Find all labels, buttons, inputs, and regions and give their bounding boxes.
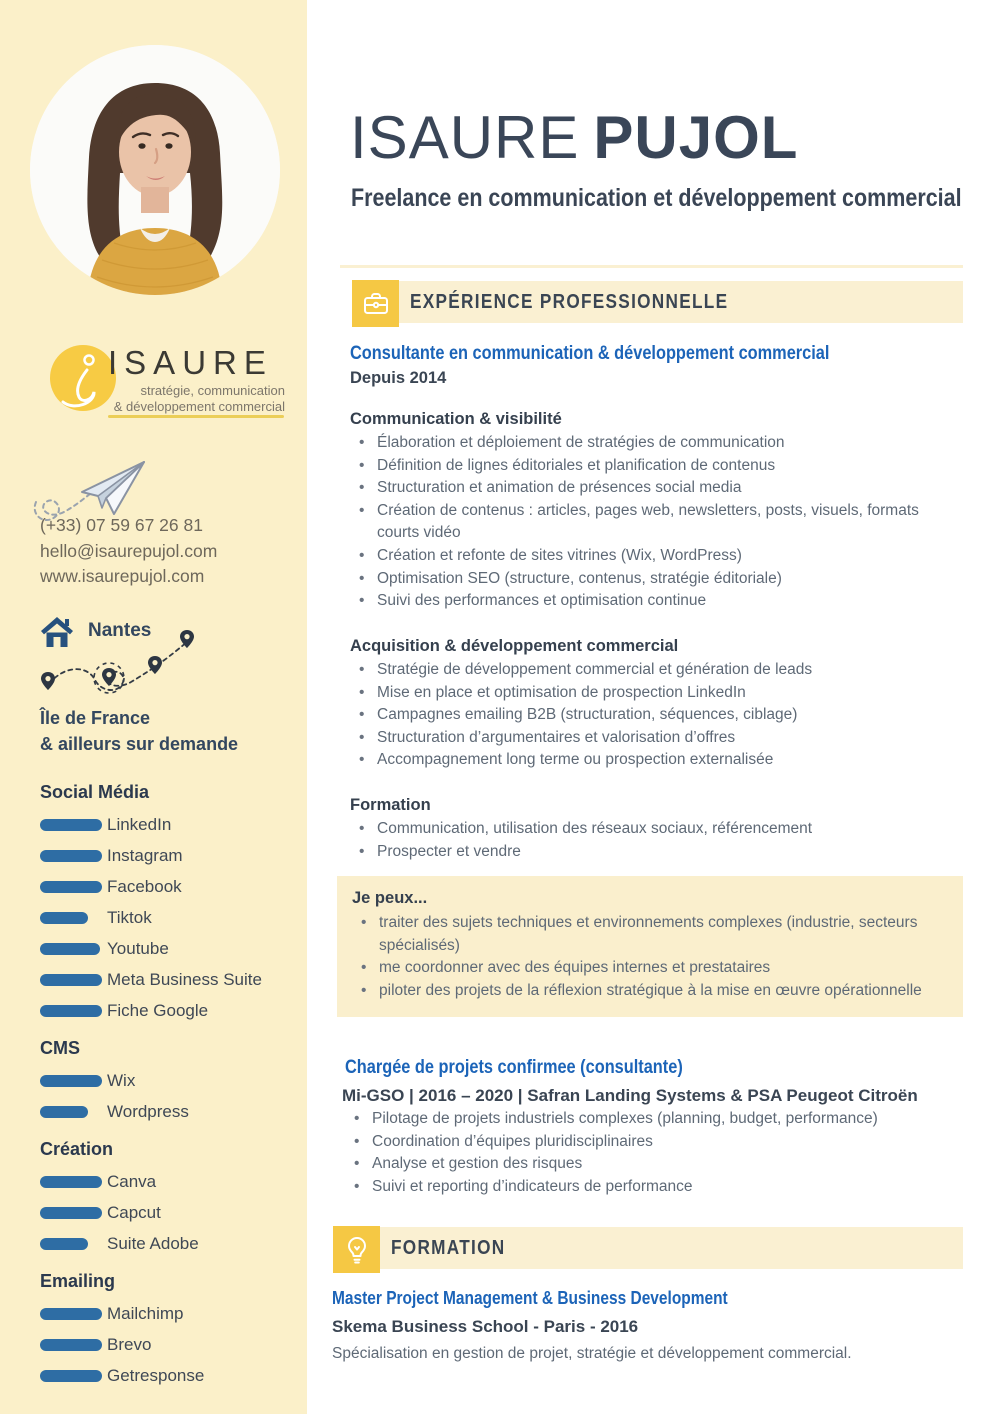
- skill-bar-track: [40, 1308, 107, 1320]
- location-city: Nantes: [88, 620, 152, 641]
- job-subtitle: Freelance en communication et développement commercial: [351, 184, 962, 212]
- bullet-item: • Stratégie de développement commercial et génération de leads: [350, 659, 964, 682]
- skill-bar-track: [40, 881, 107, 893]
- sidebar: [0, 0, 307, 1414]
- formation-section-title: FORMATION: [391, 1237, 506, 1259]
- skill-bar: [40, 881, 102, 893]
- skill-bar: [40, 1106, 88, 1118]
- skill-label: Wordpress: [107, 1101, 189, 1121]
- bullet-item: • Campagnes emailing B2B (structuration, séquences, ciblage): [350, 704, 964, 727]
- group-heading: Formation: [350, 796, 431, 814]
- skill-label: Tiktok: [107, 907, 152, 927]
- skill-row: [40, 1065, 295, 1096]
- skill-bar: [40, 912, 88, 924]
- skill-label: Wix: [107, 1070, 136, 1090]
- skill-group-title: Social Média: [40, 782, 150, 802]
- bullet-item: • Élaboration et déploiement de stratégies de communication: [350, 432, 964, 455]
- website-link[interactable]: www.isaurepujol.com: [40, 566, 205, 586]
- group-heading: Acquisition & développement commercial: [350, 637, 679, 655]
- skill-label: Mailchimp: [107, 1303, 184, 1323]
- skill-bar: [40, 819, 102, 831]
- bullet-item: • Suivi et reporting d’indicateurs de performance: [345, 1176, 965, 1199]
- skill-label: Brevo: [107, 1334, 152, 1354]
- skill-bar-track: [40, 1370, 107, 1382]
- bullet-item: • Création de contenus : articles, pages web, newsletters, posts, visuels, formats courts vidéo: [350, 500, 964, 545]
- contact-block: [40, 513, 217, 590]
- job1-group-formation: [350, 796, 964, 863]
- first-name: ISAURE: [350, 104, 580, 171]
- email-link[interactable]: hello@isaurepujol.com: [40, 540, 218, 561]
- skill-row: [40, 964, 295, 995]
- bullet-list: [350, 432, 964, 613]
- skill-bar-track: [40, 1207, 107, 1219]
- skill-row: [40, 1360, 295, 1391]
- bullet-item: • Analyse et gestion des risques: [345, 1153, 965, 1176]
- school-line: Skema Business School - Paris - 2016: [332, 1317, 639, 1336]
- skill-group: [40, 1038, 295, 1127]
- skill-row: [40, 871, 295, 902]
- skill-group: [40, 782, 295, 1026]
- degree-title: Master Project Management & Business Development: [332, 1288, 728, 1308]
- skill-group-title: Emailing: [40, 1271, 116, 1291]
- skill-label: Facebook: [107, 876, 182, 896]
- skill-bar-track: [40, 974, 107, 986]
- bullet-item: • Définition de lignes éditoriales et planification de contenus: [350, 455, 964, 478]
- bullet-item: • traiter des sujets techniques et environnements complexes (industrie, secteurs spécialisés): [352, 912, 947, 957]
- bullet-item: • Création et refonte de sites vitrines (Wix, WordPress): [350, 545, 964, 568]
- skill-group-title: Création: [40, 1139, 114, 1159]
- lightbulb-icon: [333, 1226, 380, 1273]
- skill-label: Getresponse: [107, 1365, 205, 1385]
- skill-bar-track: [40, 1176, 107, 1188]
- skill-group: [40, 1271, 295, 1391]
- briefcase-icon: [352, 280, 399, 327]
- route-map-icon: [35, 628, 213, 711]
- skill-group: [40, 1139, 295, 1259]
- skill-row: [40, 1298, 295, 1329]
- skill-bar-track: [40, 1106, 107, 1118]
- bullet-item: • Structuration et animation de présences social media: [350, 477, 964, 500]
- skill-bar: [40, 1075, 102, 1087]
- bullet-item: • piloter des projets de la réflexion stratégique à la mise en œuvre opérationnelle: [352, 980, 947, 1003]
- box-title: Je peux...: [352, 889, 428, 907]
- skill-row: [40, 809, 295, 840]
- decorative-strip: [340, 265, 963, 268]
- skill-row: [40, 902, 295, 933]
- skill-group-title: CMS: [40, 1038, 80, 1058]
- location-area-2: & ailleurs sur demande: [40, 734, 239, 754]
- job1-group-acquisition: [350, 637, 964, 772]
- skill-bar: [40, 1207, 102, 1219]
- skill-bar: [40, 943, 100, 955]
- skill-label: Youtube: [107, 938, 169, 958]
- bullet-item: • Coordination d’équipes pluridisciplinaires: [345, 1131, 965, 1154]
- bullet-list: [350, 659, 964, 772]
- skill-bar: [40, 1339, 102, 1351]
- profile-photo: [30, 45, 280, 295]
- skill-bar: [40, 1308, 102, 1320]
- skill-label: Instagram: [107, 845, 183, 865]
- skill-bar-track: [40, 819, 107, 831]
- logo-underline: [108, 415, 284, 418]
- skill-bar-track: [40, 1339, 107, 1351]
- skill-bar: [40, 974, 102, 986]
- bullet-item: • Mise en place et optimisation de prospection LinkedIn: [350, 682, 964, 705]
- skill-row: [40, 1166, 295, 1197]
- skill-label: Capcut: [107, 1202, 161, 1222]
- bullet-item: • Prospecter et vendre: [350, 841, 964, 864]
- skill-bar-track: [40, 1075, 107, 1087]
- formation-description: Spécialisation en gestion de projet, stratégie et développement commercial.: [332, 1345, 852, 1362]
- last-name: PUJOL: [593, 104, 799, 171]
- job2-title: Chargée de projets confirmee (consultante): [345, 1057, 683, 1078]
- skill-bar: [40, 1176, 102, 1188]
- skill-bar-track: [40, 850, 107, 862]
- bullet-item: • Optimisation SEO (structure, contenus, stratégie éditoriale): [350, 568, 964, 591]
- bullet-item: • Pilotage de projets industriels complexes (planning, budget, performance): [345, 1108, 965, 1131]
- skills: [40, 782, 295, 1403]
- skill-label: Canva: [107, 1171, 157, 1191]
- skill-bar-track: [40, 912, 107, 924]
- logo-tagline-1: stratégie, communication: [140, 383, 285, 398]
- experience-section-title: EXPÉRIENCE PROFESSIONNELLE: [410, 291, 729, 313]
- bullet-list: [352, 912, 947, 1002]
- job1-group-communication: [350, 410, 964, 613]
- skill-label: Suite Adobe: [107, 1233, 199, 1253]
- phone: (+33) 07 59 67 26 81: [40, 515, 203, 535]
- skill-row: [40, 995, 295, 1026]
- formation-section-banner: [333, 1227, 963, 1269]
- bullet-item: • Structuration d’argumentaires et valorisation d’offres: [350, 727, 964, 750]
- bullet-list: [350, 818, 964, 863]
- experience-section-banner: [352, 281, 963, 323]
- job1-period: Depuis 2014: [350, 369, 447, 387]
- skill-bar-track: [40, 943, 107, 955]
- skill-bar: [40, 1370, 102, 1382]
- group-heading: Communication & visibilité: [350, 410, 562, 428]
- skill-bar: [40, 850, 102, 862]
- job2-meta: Mi-GSO | 2016 – 2020 | Safran Landing Systems & PSA Peugeot Citroën: [342, 1086, 918, 1105]
- skill-bar: [40, 1005, 102, 1017]
- location-area-1: Île de France: [40, 708, 151, 728]
- skill-row: [40, 933, 295, 964]
- je-peux-box: [337, 876, 963, 1017]
- skill-bar-track: [40, 1005, 107, 1017]
- bullet-item: • Suivi des performances et optimisation continue: [350, 590, 964, 613]
- skill-row: [40, 1329, 295, 1360]
- job1-title: Consultante en communication & développement commercial: [350, 343, 830, 364]
- skill-bar: [40, 1238, 88, 1250]
- page-title: [350, 103, 798, 172]
- bullet-item: • me coordonner avec des équipes internes et prestataires: [352, 957, 947, 980]
- logo-name: ISAURE: [108, 344, 273, 381]
- bullet-list: [345, 1108, 965, 1198]
- skill-bar-track: [40, 1238, 107, 1250]
- skill-row: [40, 840, 295, 871]
- bullet-item: • Accompagnement long terme ou prospection externalisée: [350, 749, 964, 772]
- skill-label: LinkedIn: [107, 814, 172, 834]
- skill-label: Fiche Google: [107, 1000, 209, 1020]
- skill-row: [40, 1228, 295, 1259]
- portrait-illustration: [30, 45, 280, 295]
- skill-row: [40, 1197, 295, 1228]
- skill-label: Meta Business Suite: [107, 969, 262, 989]
- bullet-item: • Communication, utilisation des réseaux sociaux, référencement: [350, 818, 964, 841]
- skill-row: [40, 1096, 295, 1127]
- logo-tagline-2: & développement commercial: [113, 399, 285, 414]
